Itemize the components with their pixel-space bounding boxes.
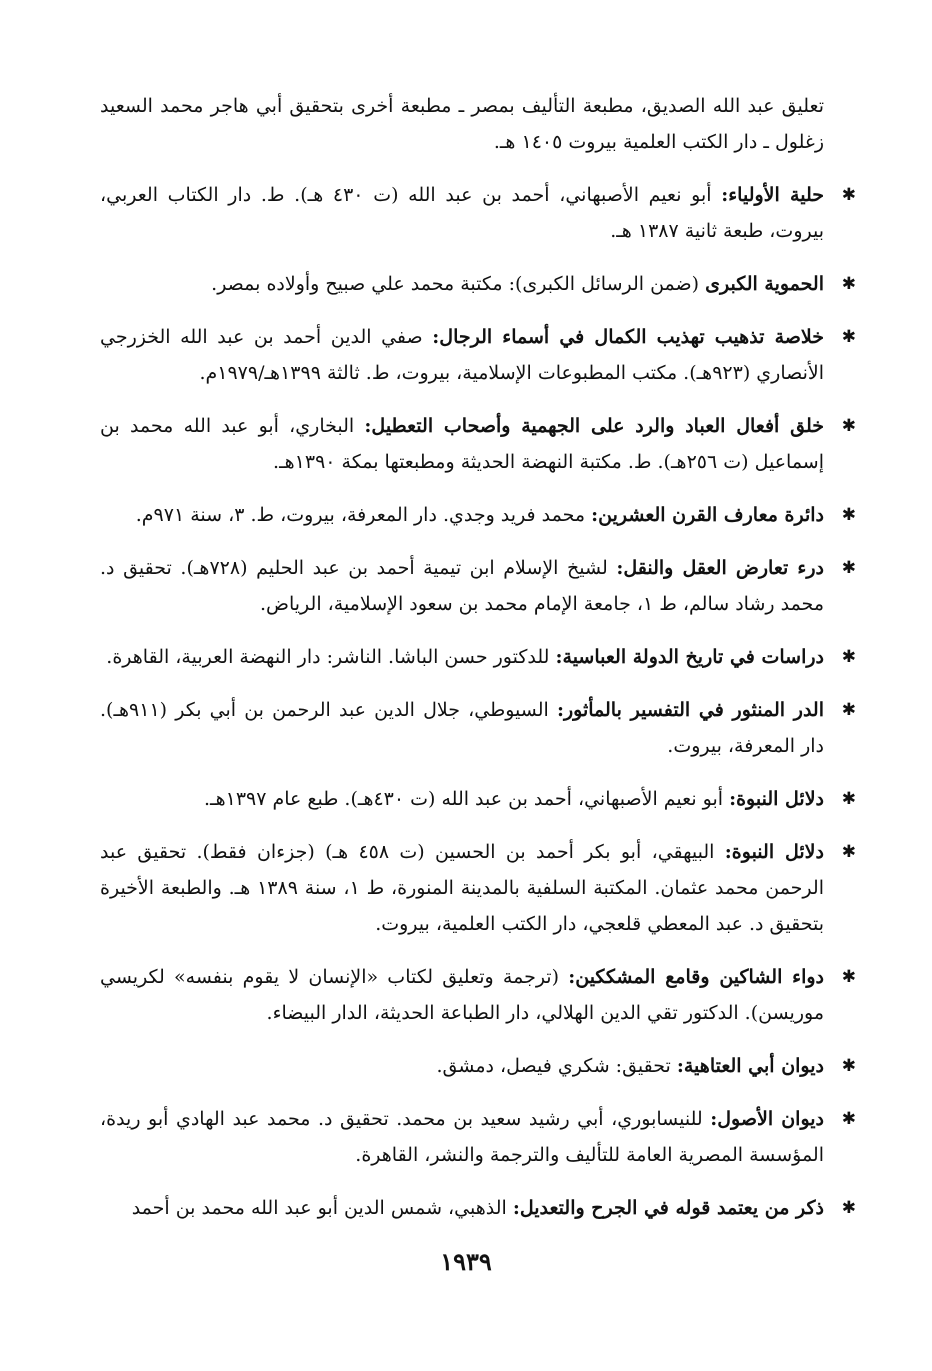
entry-title: حلية الأولياء: [721, 184, 824, 206]
bibliography-entry [100, 1048, 860, 1084]
entry-title: دواء الشاكين وقامع المشككين: [568, 966, 824, 988]
entry-title: ديوان الأصول: [710, 1108, 825, 1130]
bibliography-entry [100, 497, 860, 533]
entry-details: أبو نعيم الأصبهاني، أحمد بن عبد الله (ت ٤٣٠هـ). طبع عام ١٣٩٧هـ. [203, 788, 730, 810]
continuation-text: تعليق عبد الله الصديق، مطبعة التأليف بمصر ـ مطبعة أخرى بتحقيق أبي هاجر محمد السعيد زغلول ـ دار الكتب العلمية بيروت ١٤٠٥ هـ. [100, 95, 824, 153]
bibliography-entry [100, 1101, 860, 1173]
bibliography-entry [100, 692, 860, 764]
asterisk-bullet-icon: ✱ [841, 558, 856, 578]
entry-details: لشيخ الإسلام ابن تيمية أحمد بن عبد الحليم (٧٢٨هـ). تحقيق د. محمد رشاد سالم، ط ١، جامعة الإمام محمد بن سعود الإسلامية، الرياض. [100, 557, 824, 615]
entry-details: للدكتور حسن الباشا. الناشر: دار النهضة العربية، القاهرة. [106, 646, 556, 668]
bibliography-entry [100, 550, 860, 622]
entry-title: خلق أفعال العباد والرد على الجهمية وأصحاب التعطيل: [364, 415, 824, 437]
bibliography-page [100, 88, 860, 1243]
entry-details: صفي الدين أحمد بن عبد الله الخزرجي الأنصاري (٩٢٣هـ). مكتب المطبوعات الإسلامية، بيروت، ط. ثالثة ١٣٩٩هـ/١٩٧٩م. [100, 326, 824, 384]
bibliography-entry [100, 266, 860, 302]
entry-details: السيوطي، جلال الدين عبد الرحمن بن أبي بكر (٩١١هـ). دار المعرفة، بيروت. [100, 699, 824, 757]
entry-details: للنيسابوري، أبي رشيد سعيد بن محمد. تحقيق د. محمد عبد الهادي أبو ريدة، المؤسسة المصرية العامة للتأليف والترجمة والنشر، القاهرة. [100, 1108, 824, 1166]
entry-title: خلاصة تذهيب تهذيب الكمال في أسماء الرجال: [432, 326, 825, 348]
entry-list [100, 177, 860, 1226]
asterisk-bullet-icon: ✱ [841, 789, 856, 809]
page-number: ١٩٣٩ [440, 1247, 492, 1276]
asterisk-bullet-icon: ✱ [841, 647, 856, 667]
asterisk-bullet-icon: ✱ [841, 185, 856, 205]
entry-details: أبو نعيم الأصبهاني، أحمد بن عبد الله (ت ٤٣٠ هـ). ط. دار الكتاب العربي، بيروت، طبعة ثانية ١٣٨٧ هـ. [100, 184, 824, 242]
entry-title: دلائل النبوة: [729, 788, 824, 810]
entry-details: تحقيق: شكري فيصل، دمشق. [436, 1055, 677, 1077]
entry-details: الذهبي، شمس الدين أبو عبد الله محمد بن أحمد [131, 1197, 513, 1219]
entry-details: محمد فريد وجدي. دار المعرفة، بيروت، ط. ٣، سنة ٩٧١م. [135, 504, 592, 526]
entry-details: البخاري، أبو عبد الله محمد بن إسماعيل (ت ٢٥٦هـ). ط. مكتبة النهضة الحديثة ومطبعتها بمكة ١٣٩٠هـ. [100, 415, 824, 473]
asterisk-bullet-icon: ✱ [841, 1109, 856, 1129]
entry-title: درء تعارض العقل والنقل: [616, 557, 824, 579]
entry-title: دراسات في تاريخ الدولة العباسية: [555, 646, 824, 668]
bibliography-entry [100, 834, 860, 942]
entry-title: ذكر من يعتمد قوله في الجرح والتعديل: [512, 1197, 824, 1219]
asterisk-bullet-icon: ✱ [841, 1056, 856, 1076]
asterisk-bullet-icon: ✱ [841, 842, 856, 862]
entry-title: الحموية الكبرى [705, 273, 824, 295]
bibliography-entry [100, 959, 860, 1031]
bibliography-entry [100, 177, 860, 249]
asterisk-bullet-icon: ✱ [841, 274, 856, 294]
bibliography-entry [100, 639, 860, 675]
bibliography-entry [100, 408, 860, 480]
entry-title: دائرة معارف القرن العشرين: [591, 504, 824, 526]
bibliography-entry [100, 781, 860, 817]
asterisk-bullet-icon: ✱ [841, 416, 856, 436]
entry-title: الدر المنثور في التفسير بالمأثور: [556, 699, 824, 721]
bibliography-entry [100, 319, 860, 391]
asterisk-bullet-icon: ✱ [841, 967, 856, 987]
entry-details: (ترجمة وتعليق لكتاب «الإنسان لا يقوم بنفسه» لكريسي موريسن). الدكتور تقي الدين الهلالي، دار الطباعة الحديثة، الدار البيضاء. [100, 966, 824, 1024]
asterisk-bullet-icon: ✱ [841, 505, 856, 525]
entry-title: دلائل النبوة: [724, 841, 824, 863]
bibliography-entry [100, 1190, 860, 1226]
entry-title: ديوان أبي العتاهية: [676, 1055, 824, 1077]
asterisk-bullet-icon: ✱ [841, 1198, 856, 1218]
entry-details: البيهقي، أبو بكر أحمد بن الحسين (ت ٤٥٨ هـ) (جزءان فقط). تحقيق عبد الرحمن محمد عثمان. المكتبة السلفية بالمدينة المنورة، ط ١، سنة ١٣٨٩ هـ. والطبعة الأخيرة بتحقيق د. عبد المعطي قلعجي، دار الكتب العلمية، بيروت. [100, 841, 824, 935]
asterisk-bullet-icon: ✱ [841, 700, 856, 720]
asterisk-bullet-icon: ✱ [841, 327, 856, 347]
entry-details: (ضمن الرسائل الكبرى): مكتبة محمد علي صبيح وأولاده بمصر. [211, 273, 706, 295]
